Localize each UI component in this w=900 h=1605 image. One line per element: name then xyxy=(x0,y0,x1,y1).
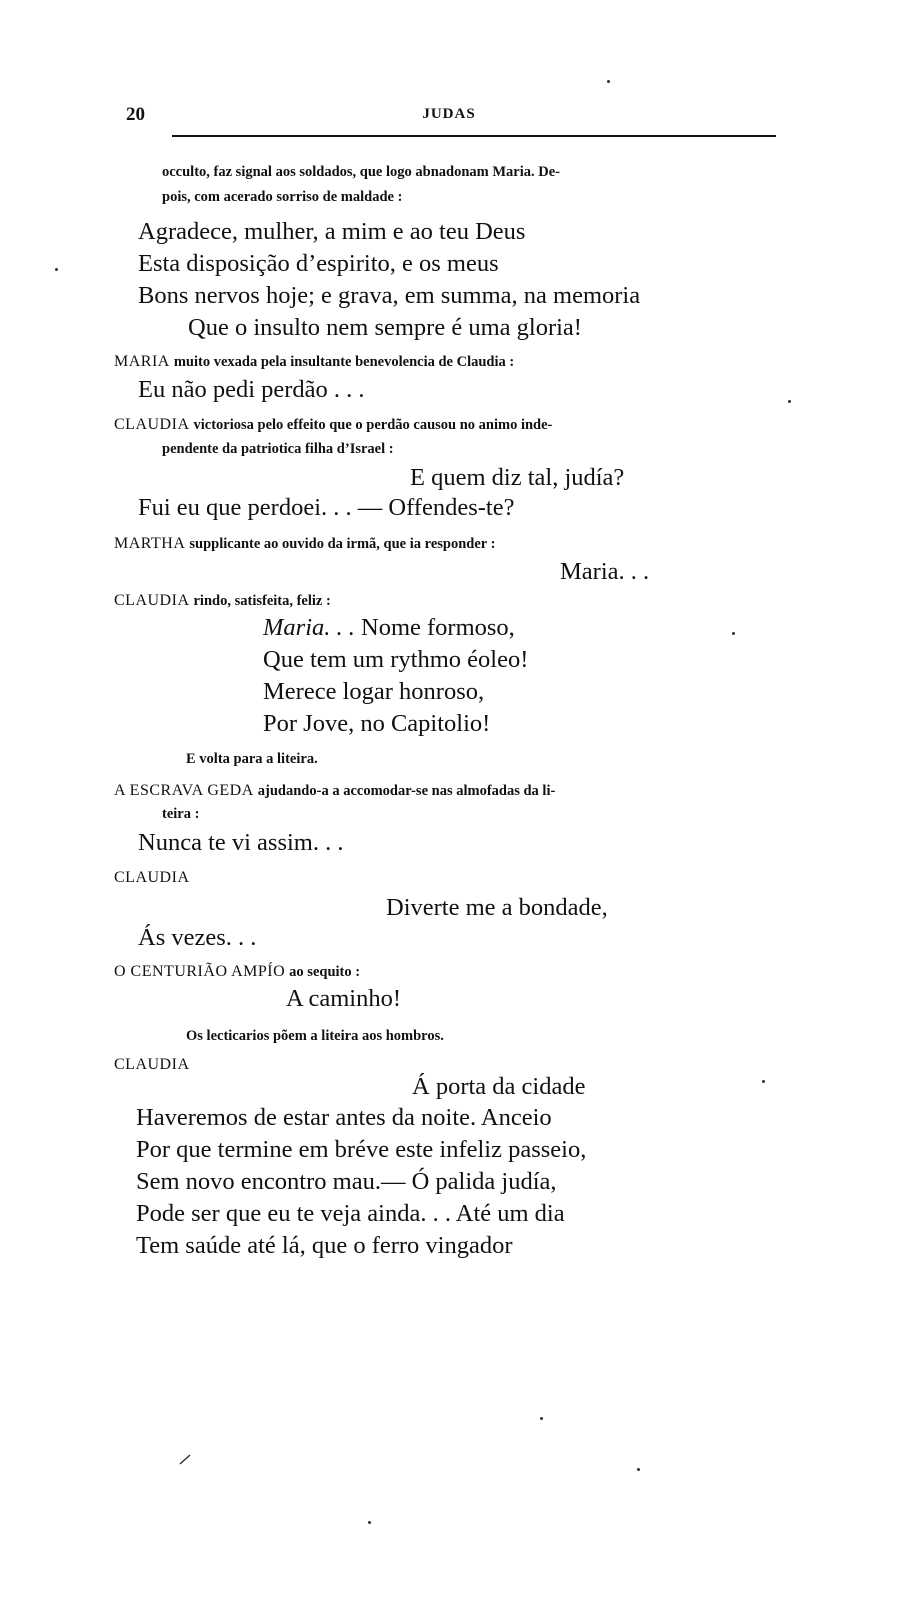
verse-line: Que tem um rythmo éoleo! xyxy=(263,646,529,673)
speaker-name: CLAUDIA xyxy=(114,416,190,433)
verse-line: Por que termine em bréve este infeliz passeio, xyxy=(136,1136,587,1163)
stage-direction: supplicante ao ouvido da irmã, que ia responder : xyxy=(189,536,496,552)
verse-line: Merece logar honroso, xyxy=(263,678,485,705)
stage-direction: pendente da patriotica filha d’Israel : xyxy=(162,441,394,457)
verse-line: Sem novo encontro mau.— Ó palida judía, xyxy=(136,1168,557,1195)
verse-line xyxy=(263,614,515,642)
scan-speck xyxy=(540,1417,543,1420)
page-header xyxy=(122,104,776,128)
verse-line: Pode ser que eu te veja ainda. . . Até um dia xyxy=(136,1200,565,1227)
verse-line: Nunca te vi assim. . . xyxy=(138,829,344,856)
speaker-cue xyxy=(114,353,514,371)
stage-direction: occulto, faz signal aos soldados, que logo abnadonam Maria. De- xyxy=(162,164,560,180)
scan-speck xyxy=(607,80,610,83)
verse-line: E quem diz tal, judía? xyxy=(410,464,625,491)
scan-speck xyxy=(368,1521,371,1524)
stage-direction: pois, com acerado sorriso de maldade : xyxy=(162,189,403,205)
speaker-name: MARIA xyxy=(114,353,170,370)
scan-speck xyxy=(732,632,735,635)
verse-line: A caminho! xyxy=(286,985,401,1012)
stage-direction: muito vexada pela insultante benevolencia de Claudia : xyxy=(173,354,515,370)
stage-direction: rindo, satisfeita, feliz : xyxy=(193,593,331,609)
scan-speck xyxy=(762,1080,765,1083)
speaker-name: CLAUDIA xyxy=(114,592,190,609)
verse-line: Fui eu que perdoei. . . — Offendes-te? xyxy=(138,494,515,521)
verse-line: Á porta da cidade xyxy=(412,1073,586,1100)
stage-direction: ao sequito : xyxy=(289,964,361,980)
speaker-name: CLAUDIA xyxy=(114,869,190,886)
stage-direction: ajudando-a a accomodar-se nas almofadas da li- xyxy=(257,783,556,799)
scan-speck xyxy=(788,400,791,403)
verse-line: Ás vezes. . . xyxy=(138,924,257,951)
speaker-name: CLAUDIA xyxy=(114,1056,190,1073)
scan-mark xyxy=(178,1452,192,1466)
speaker-name: MARTHA xyxy=(114,535,186,552)
running-title: JUDAS xyxy=(422,106,476,122)
verse-rest: Nome formoso, xyxy=(354,614,515,641)
speaker-name: O CENTURIÃO AMPÍO xyxy=(114,963,286,980)
stage-direction: E volta para a liteira. xyxy=(186,751,318,767)
speaker-cue xyxy=(114,592,331,610)
speaker-cue xyxy=(114,782,555,800)
header-rule xyxy=(172,135,776,137)
stage-direction: Os lecticarios põem a liteira aos hombros. xyxy=(186,1028,444,1044)
stage-direction: teira : xyxy=(162,806,200,822)
page-number: 20 xyxy=(126,104,145,125)
stage-direction: victoriosa pelo effeito que o perdão causou no animo inde- xyxy=(193,417,553,433)
verse-line: Por Jove, no Capitolio! xyxy=(263,710,491,737)
speaker-cue xyxy=(114,963,360,981)
scan-speck xyxy=(55,268,58,271)
verse-line: Maria. . . xyxy=(560,558,650,585)
scan-speck xyxy=(637,1468,640,1471)
verse-line: Esta disposição d’espirito, e os meus xyxy=(138,250,499,277)
speaker-name: A ESCRAVA GEDA xyxy=(114,782,254,799)
verse-line: Diverte me a bondade, xyxy=(386,894,608,921)
verse-line: Tem saúde até lá, que o ferro vingador xyxy=(136,1232,513,1259)
verse-italic: Maria. . . xyxy=(263,614,355,641)
verse-line: Eu não pedi perdão . . . xyxy=(138,376,365,403)
speaker-cue xyxy=(114,535,495,553)
verse-line: Haveremos de estar antes da noite. Anceio xyxy=(136,1104,552,1131)
verse-line: Bons nervos hoje; e grava, em summa, na memoria xyxy=(138,282,641,309)
speaker-cue xyxy=(114,416,552,434)
verse-line: Agradece, mulher, a mim e ao teu Deus xyxy=(138,218,526,245)
verse-line: Que o insulto nem sempre é uma gloria! xyxy=(188,314,582,341)
